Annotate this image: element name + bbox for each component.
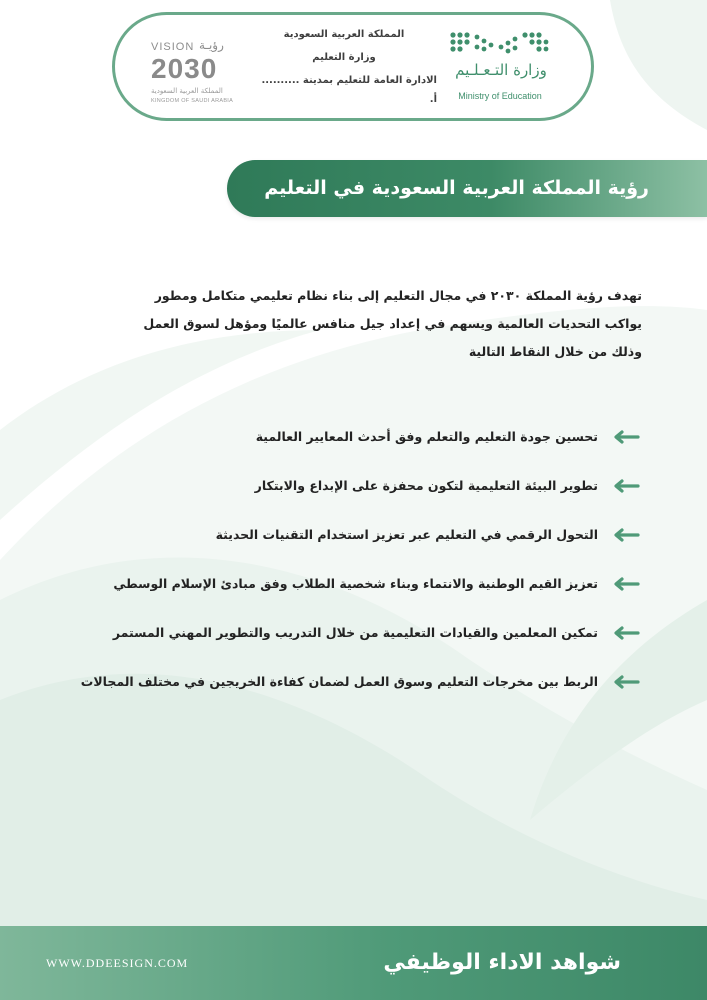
intro-paragraph <box>100 282 642 366</box>
header-card <box>112 12 594 121</box>
list-item-text: تمكين المعلمين والقيادات التعليمية من خلال التدريب والتطوير المهني المستمر <box>112 625 598 640</box>
header-school: أ. <box>429 94 437 105</box>
title-banner <box>227 160 707 217</box>
vision-kingdom-english: KINGDOM OF SAUDI ARABIA <box>151 98 234 104</box>
ministry-of-education-logo <box>447 31 553 111</box>
vision-arabic-word: رؤيـة <box>199 38 224 52</box>
list-item-text: الربط بين مخرجات التعليم وسوق العمل لضمان كفاءة الخريجين في مختلف المجالات <box>80 674 598 689</box>
moe-english-name: Ministry of Education <box>458 91 542 101</box>
footer-website: WWW.DDEESIGN.COM <box>46 956 189 970</box>
arrow-left-icon <box>610 674 640 690</box>
arrow-left-icon <box>610 527 640 543</box>
page-title: رؤية المملكة العربية السعودية في التعليم <box>264 177 649 199</box>
intro-line: وذلك من خلال النقاط التالية <box>468 344 642 359</box>
vision-2030-logo <box>151 38 243 107</box>
list-item <box>40 412 640 461</box>
goals-list <box>40 412 640 706</box>
arrow-left-icon <box>610 625 640 641</box>
header-ministry: وزارة التعليم <box>312 52 376 63</box>
list-item <box>40 559 640 608</box>
arrow-left-icon <box>610 429 640 445</box>
list-item-text: تعزيز القيم الوطنية والانتماء وبناء شخصية الطلاب وفق مبادئ الإسلام الوسطي <box>113 576 598 591</box>
header-directorate: الادارة العامة للتعليم بمدينة .......... <box>261 75 437 86</box>
intro-line: تهدف رؤية المملكة ٢٠٣٠ في مجال التعليم إلى بناء نظام تعليمي متكامل ومطور <box>154 288 642 303</box>
arrow-left-icon <box>610 576 640 592</box>
list-item-text: التحول الرقمي في التعليم عبر تعزيز استخدام التقنيات الحديثة <box>215 527 598 542</box>
vision-word: VISION <box>151 41 195 53</box>
list-item-text: تحسين جودة التعليم والتعلم وفق أحدث المعايير العالمية <box>255 429 598 444</box>
vision-year: 2030 <box>151 53 218 84</box>
list-item <box>40 608 640 657</box>
list-item <box>40 461 640 510</box>
moe-arabic-name: وزارة التـعـلـيم <box>455 61 547 79</box>
list-item <box>40 657 640 706</box>
list-item-text: تطوير البيئة التعليمية لتكون محفزة على الإبداع والابتكار <box>254 478 598 493</box>
moe-dots-icon <box>449 31 549 57</box>
intro-line: يواكب التحديات العالمية ويسهم في إعداد جيل منافس عالميًا ومؤهل لسوق العمل <box>143 316 642 331</box>
header-country: المملكة العربية السعودية <box>283 29 405 40</box>
vision-kingdom-arabic: المملكة العربية السعودية <box>151 87 223 95</box>
footer-title: شواهد الاداء الوظيفي <box>383 950 621 975</box>
arrow-left-icon <box>610 478 640 494</box>
list-item <box>40 510 640 559</box>
footer <box>0 926 707 1000</box>
header-texts <box>251 23 437 108</box>
